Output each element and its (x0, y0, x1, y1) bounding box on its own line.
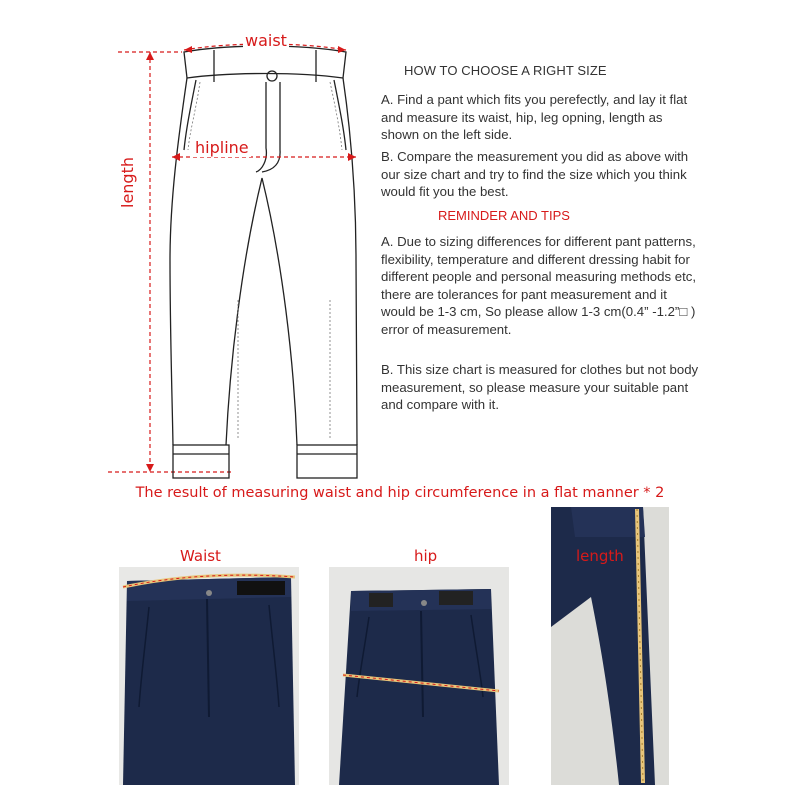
pants-outline (170, 46, 357, 478)
waist-photo (119, 567, 299, 785)
measurement-banner: The result of measuring waist and hip circumference in a flat manner * 2 (135, 485, 665, 501)
hipline-label: hipline (195, 138, 249, 157)
pants-diagram (0, 0, 370, 485)
waist-label: waist (245, 31, 287, 50)
length-label: length (118, 157, 137, 208)
guide-step-b: B. Compare the measurement you did as above with our size chart and try to find the size which you think would fit you the best. (381, 149, 689, 200)
tip-a: A. Due to sizing differences for different pant patterns, flexibility, temperature and different dressing habit for different people and personal measuring methods etc, there are tolerances for pant measurement and it would be 1-3 cm, So please allow 1-3 cm(0.4” -1.2”□ ) error of measurement. (381, 234, 696, 337)
tips-title: REMINDER AND TIPS (438, 208, 570, 223)
tip-b: B. This size chart is measured for clothes but not body measurement, so please measure your suitable pant and compare with it. (381, 362, 699, 413)
hip-photo (329, 567, 509, 785)
pants-stitching (188, 82, 342, 440)
guide-step-a: A. Find a pant which fits you perefectly, and lay it flat and measure its waist, hip, leg opning, length as shown on the left side. (381, 92, 688, 143)
photo-caption-length: length (576, 547, 624, 565)
guide-title: HOW TO CHOOSE A RIGHT SIZE (404, 63, 607, 78)
photo-caption-hip: hip (414, 547, 438, 565)
photo-caption-waist: Waist (180, 547, 221, 565)
length-photo (551, 507, 669, 785)
